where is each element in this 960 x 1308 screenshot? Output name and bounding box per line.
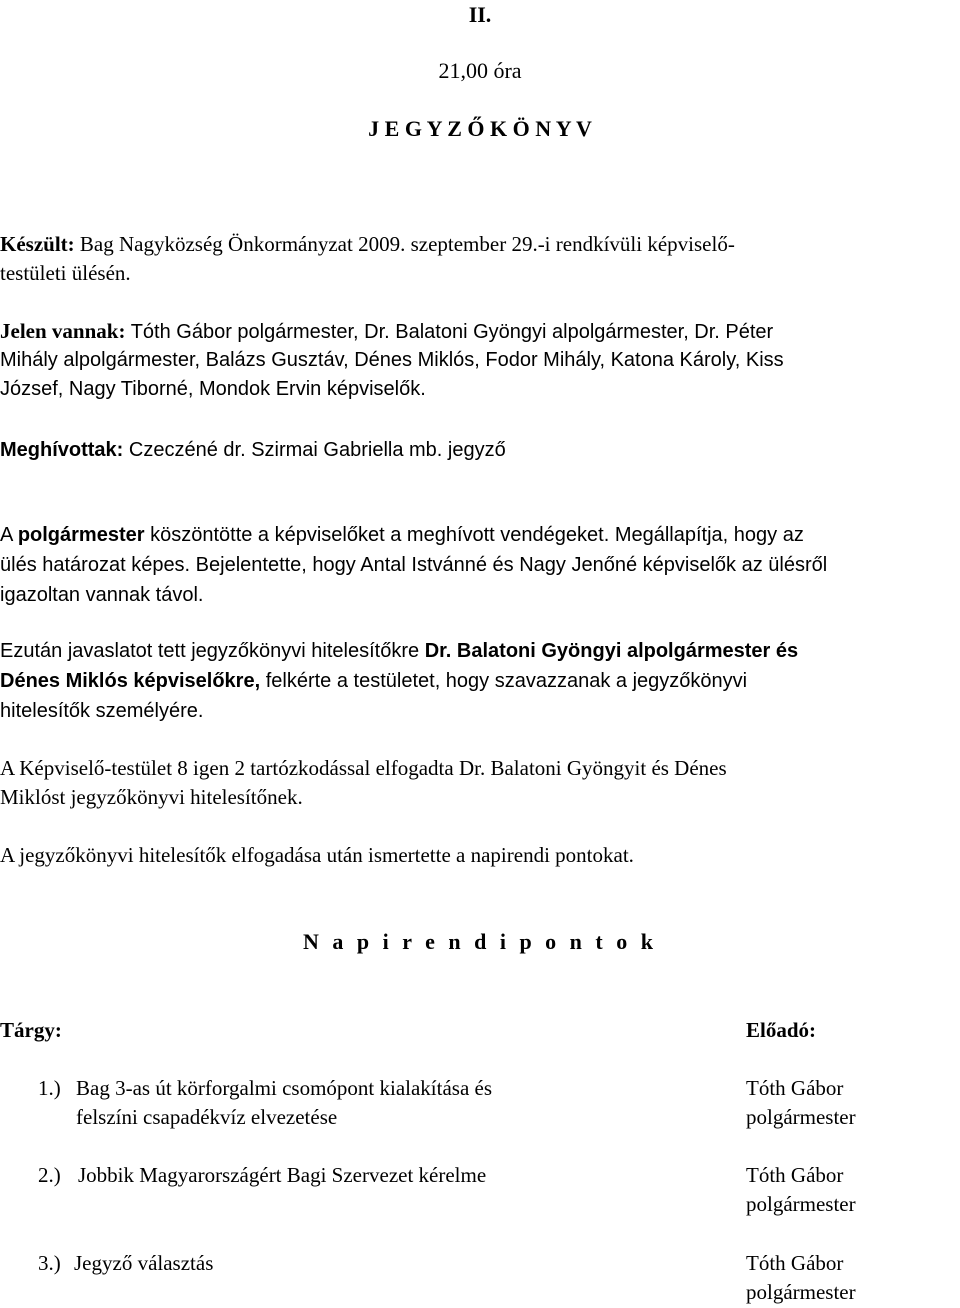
agenda-item-1-role: polgármester [746,1105,856,1129]
p1-line1 [0,525,804,545]
p2-bold2: Dénes Miklós képviselőkre, [0,670,261,692]
section-number: II. [468,2,492,27]
jelen-line1 [0,321,773,342]
p2-line1 [0,641,798,661]
p2-rest2: felkérte a testületet, hogy szavazzanak a jegyzőkönyvi [265,670,748,692]
p4-line1: A jegyzőkönyvi hitelesítők elfogadása után ismertette a napirendi pontokat. [0,843,634,867]
meghivottak-line [0,440,506,460]
p1-line2: ülés határozat képes. Bejelentette, hogy Antal Istvánné és Nagy Jenőné képviselők az ülésről [0,554,828,576]
p1-rest1: köszöntötte a képviselőket a meghívott vendégeket. Megállapítja, hogy az [150,524,804,546]
agenda-presenter-header: Előadó: [746,1018,817,1042]
agenda-title: N a p i r e n d i p o n t o k [303,929,657,954]
agenda-item-1-presenter: Tóth Gábor [746,1076,844,1100]
meghivottak-text: Czeczéné dr. Szirmai Gabriella mb. jegyző [128,439,506,461]
p2-line2 [0,671,747,691]
agenda-item-1-subject2: felszíni csapadékvíz elvezetése [76,1105,338,1129]
agenda-item-3-subject1: Jegyző választás [74,1251,214,1275]
p1-line3: igazoltan vannak távol. [0,584,204,606]
agenda-subject-header: Tárgy: [0,1018,62,1042]
jelen-text3: József, Nagy Tiborné, Mondok Ervin képviselők. [0,378,426,400]
p3-line1: A Képviselő-testület 8 igen 2 tartózkodással elfogadta Dr. Balatoni Gyöngyit és Dénes [0,756,727,780]
keszult-text2: testületi ülésén. [0,261,131,285]
agenda-item-3-num: 3.) [38,1251,61,1275]
document-title: J E G Y Z Ő K Ö N Y V [368,116,592,141]
agenda-item-1-num: 1.) [38,1076,61,1100]
p2-start: Ezután javaslatot tett jegyzőkönyvi hitelesítőkre [0,640,420,662]
keszult-text1: Bag Nagyközség Önkormányzat 2009. szeptember 29.-i rendkívüli képviselő- [79,232,735,256]
p3-line2: Miklóst jegyzőkönyvi hitelesítőnek. [0,785,303,809]
agenda-item-3-presenter: Tóth Gábor [746,1251,844,1275]
meeting-time: 21,00 óra [438,58,522,83]
p1-start: A [0,524,13,546]
jelen-text2: Mihály alpolgármester, Balázs Gusztáv, Dénes Miklós, Fodor Mihály, Katona Károly, Kiss [0,349,784,371]
agenda-item-2-num: 2.) [38,1163,61,1187]
agenda-item-2-presenter: Tóth Gábor [746,1163,844,1187]
p2-bold1: Dr. Balatoni Gyöngyi alpolgármester és [424,640,799,662]
agenda-item-3-role: polgármester [746,1280,856,1304]
jelen-text1: Tóth Gábor polgármester, Dr. Balatoni Gyöngyi alpolgármester, Dr. Péter [130,321,774,343]
jelen-label: Jelen vannak: [0,319,126,343]
keszult-line1 [0,234,735,255]
p2-line3: hitelesítők személyére. [0,700,204,722]
agenda-item-2-subject1: Jobbik Magyarországért Bagi Szervezet kérelme [78,1163,487,1187]
p1-bold: polgármester [17,524,145,546]
agenda-item-1-subject1: Bag 3-as út körforgalmi csomópont kialakítása és [76,1076,493,1100]
agenda-item-2-role: polgármester [746,1192,856,1216]
keszult-label: Készült: [0,232,75,256]
meghivottak-label: Meghívottak: [0,439,124,461]
